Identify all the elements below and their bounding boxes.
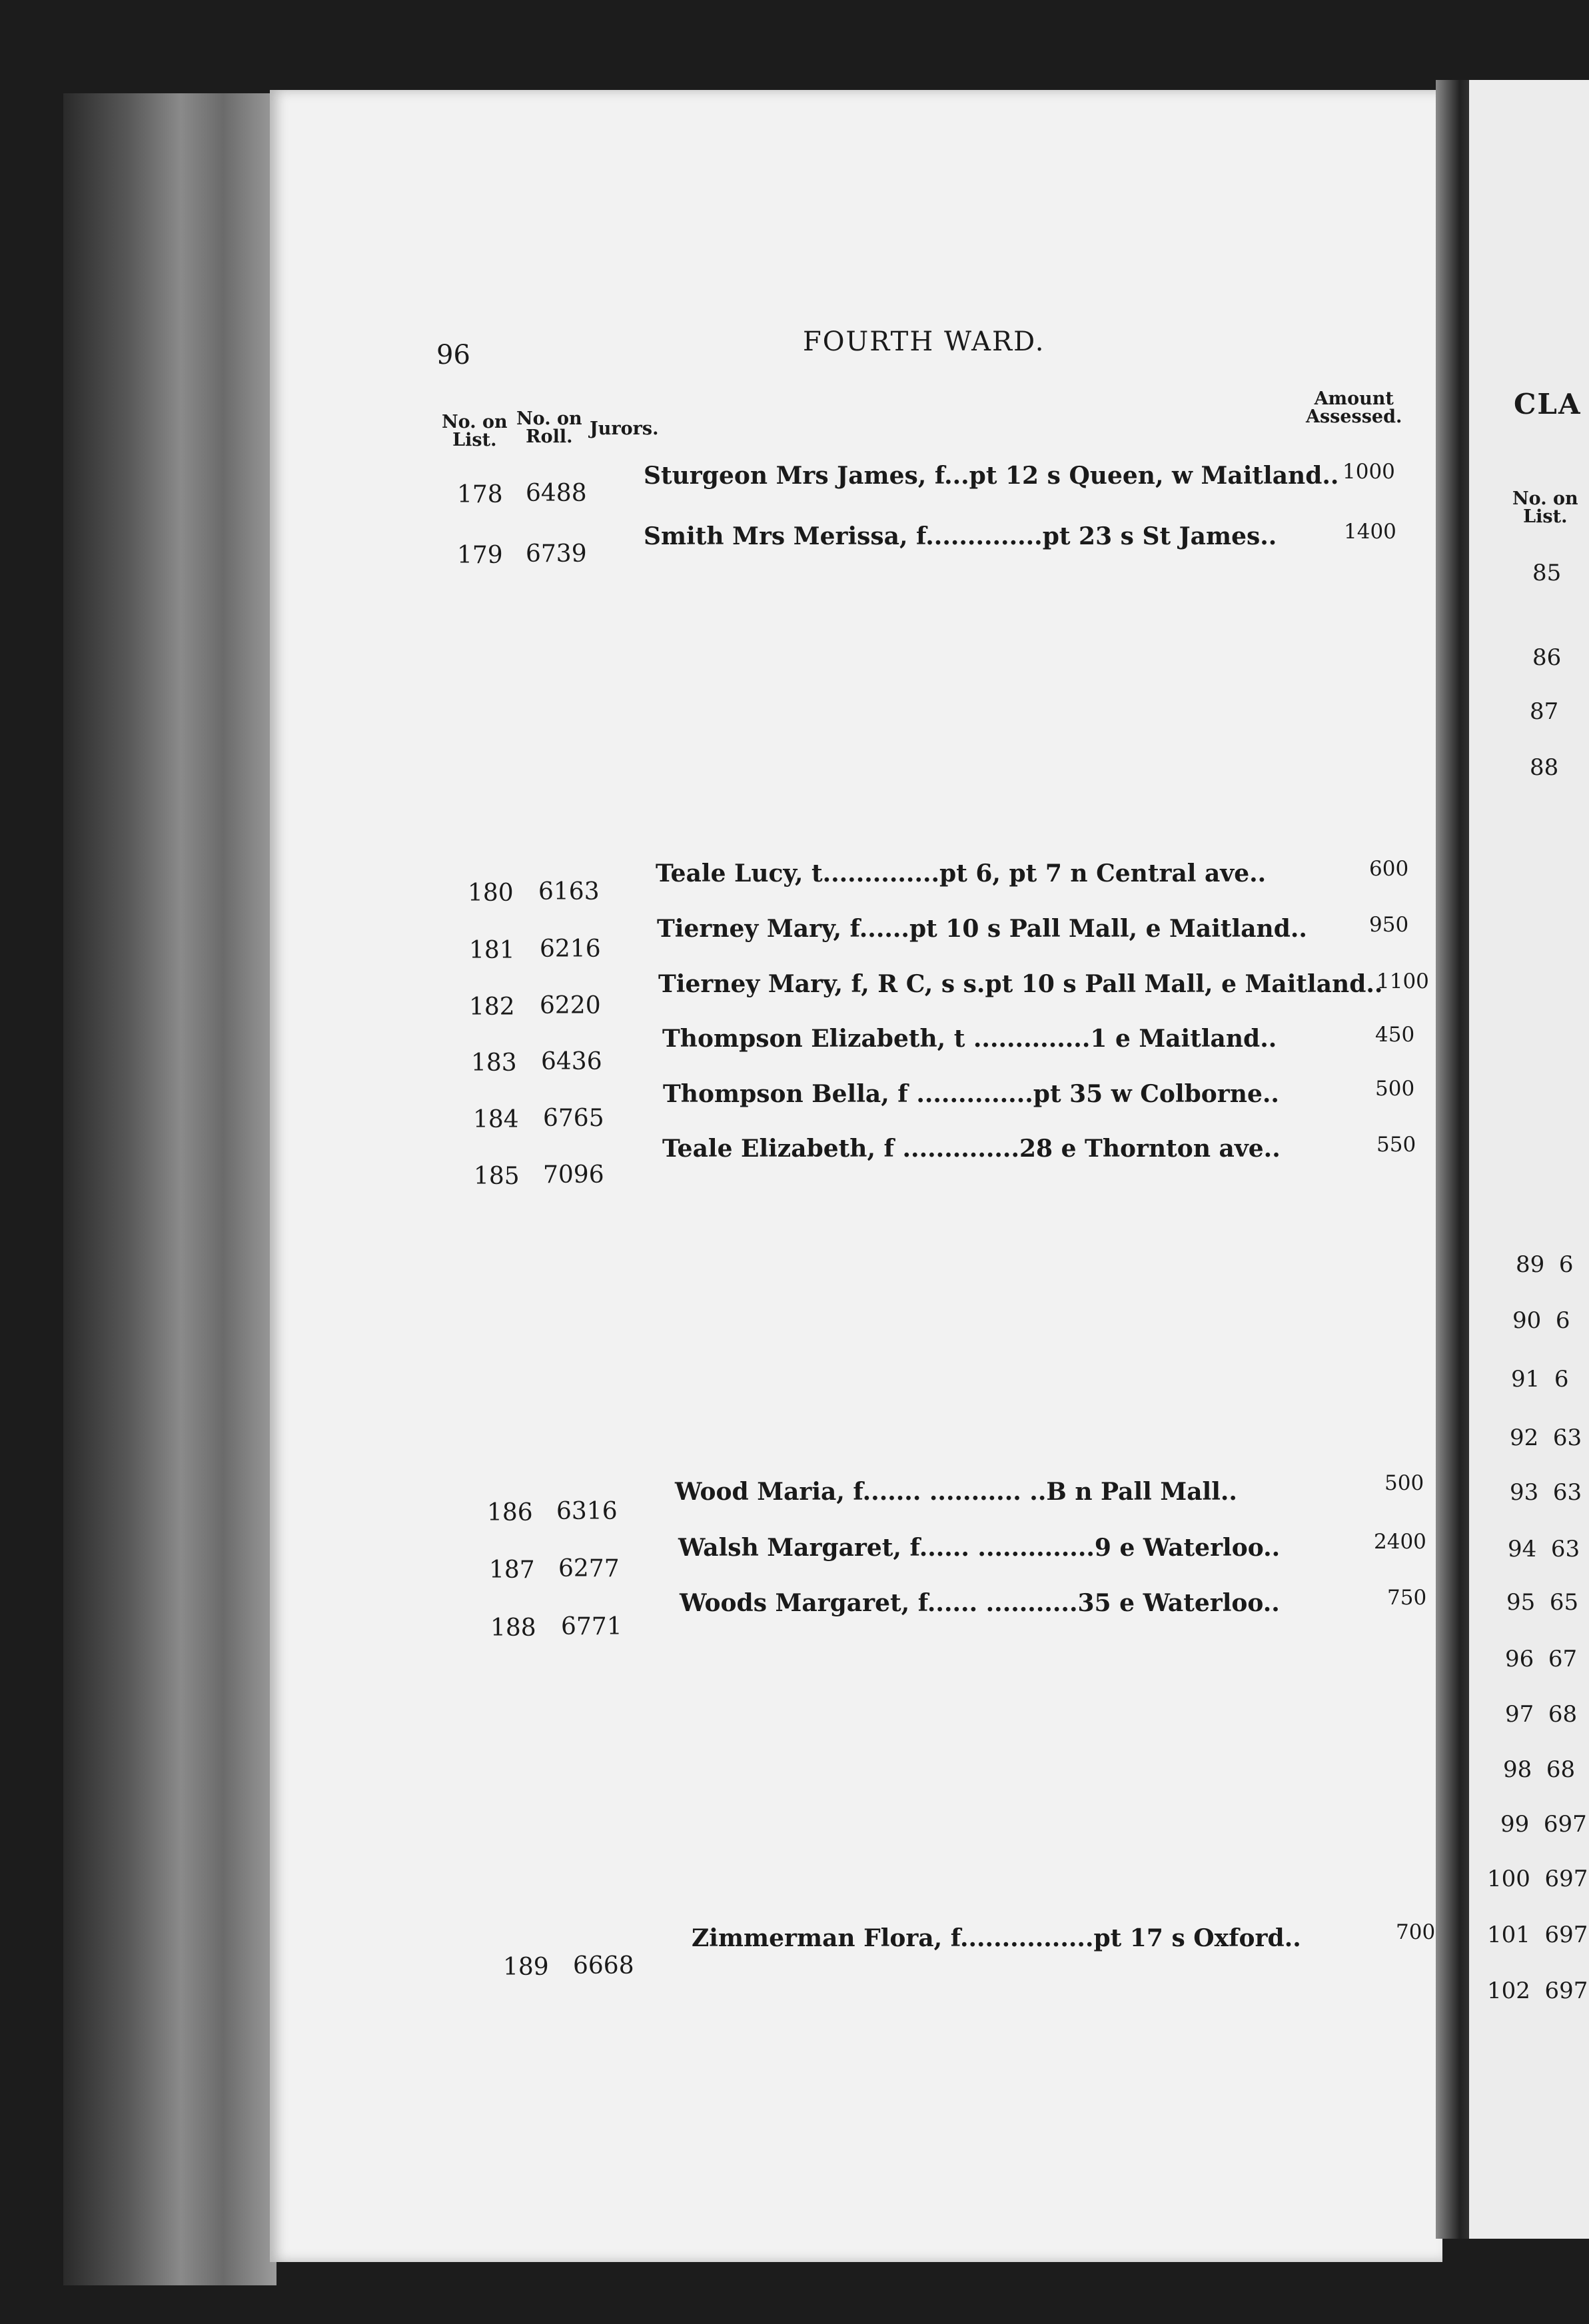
next-list-row: 95 65 [1506, 1589, 1579, 1616]
amount-assessed: 500 [1384, 1471, 1424, 1495]
amount-assessed: 1100 [1376, 969, 1429, 993]
roll-number: 6739 [526, 540, 587, 568]
juror-entry: Wood Maria, f....... ........... ..B n Pall Mall.. [675, 1478, 1237, 1506]
juror-entry: Sturgeon Mrs James, f...pt 12 s Queen, w Maitland.. [644, 462, 1339, 490]
roll-number: 6668 [573, 1952, 634, 1980]
next-list-row: 98 68 [1503, 1756, 1576, 1783]
list-number: 180 [468, 879, 514, 907]
header-list-no: No. on List. [442, 412, 508, 450]
next-list-row: 90 6 [1512, 1307, 1570, 1334]
list-number: 182 [469, 993, 515, 1021]
amount-assessed: 1000 [1342, 460, 1395, 484]
roll-number: 6488 [526, 480, 587, 507]
amount-assessed: 950 [1369, 913, 1409, 937]
amount-assessed: 750 [1387, 1586, 1427, 1610]
next-list-number: 87 [1530, 698, 1559, 725]
amount-assessed: 550 [1376, 1133, 1416, 1157]
juror-entry: Tierney Mary, f......pt 10 s Pall Mall, e Maitland.. [657, 915, 1307, 943]
roll-number: 6220 [540, 992, 601, 1019]
header-jurors: Jurors. [590, 418, 659, 439]
list-number: 185 [474, 1163, 520, 1190]
next-list-row: 96 67 [1505, 1646, 1578, 1672]
roll-number: 6277 [558, 1555, 620, 1582]
amount-assessed: 2400 [1374, 1530, 1426, 1554]
next-list-row: 89 6 [1516, 1251, 1574, 1278]
next-list-number: 88 [1530, 754, 1559, 781]
amount-assessed: 600 [1369, 857, 1409, 881]
book-page-edges [63, 93, 276, 2285]
list-number: 179 [457, 542, 503, 569]
roll-number: 7096 [543, 1161, 604, 1189]
list-number: 184 [473, 1106, 519, 1133]
juror-entry: Teale Lucy, t..............pt 6, pt 7 n Central ave.. [656, 860, 1267, 887]
roll-number: 6771 [561, 1613, 622, 1640]
juror-entry: Thompson Bella, f ..............pt 35 w Colborne.. [663, 1080, 1279, 1108]
list-number: 186 [487, 1499, 533, 1526]
next-page-header: No. on List. [1512, 488, 1578, 527]
next-list-row: 97 68 [1505, 1701, 1578, 1728]
roll-number: 6436 [541, 1048, 602, 1075]
amount-assessed: 500 [1375, 1077, 1415, 1101]
header-roll-no: No. on Roll. [516, 408, 582, 447]
next-list-row: 101 697 [1487, 1922, 1588, 1948]
juror-entry: Woods Margaret, f...... ...........35 e Waterloo.. [680, 1589, 1280, 1617]
next-list-row: 93 63 [1510, 1479, 1582, 1506]
next-page-title: CLA [1514, 388, 1582, 420]
list-number: 183 [471, 1049, 517, 1077]
roll-number: 6216 [540, 935, 601, 963]
header-amount: Amount Assessed. [1306, 388, 1402, 427]
juror-entry: Teale Elizabeth, f ..............28 e Thornton ave.. [662, 1135, 1281, 1163]
next-list-row: 99 697 [1500, 1811, 1587, 1838]
roll-number: 6163 [538, 878, 600, 905]
list-number: 187 [489, 1556, 535, 1584]
juror-entry: Walsh Margaret, f...... ..............9 e Waterloo.. [678, 1534, 1281, 1562]
next-list-row: 92 63 [1510, 1425, 1582, 1451]
juror-entry: Zimmerman Flora, f................pt 17 s Oxford.. [692, 1924, 1301, 1952]
roll-number: 6765 [543, 1105, 604, 1132]
juror-entry: Thompson Elizabeth, t ..............1 e Maitland.. [662, 1025, 1277, 1053]
next-list-number: 86 [1532, 644, 1562, 671]
list-number: 178 [457, 481, 503, 508]
next-list-number: 85 [1532, 560, 1562, 586]
roll-number: 6316 [556, 1498, 618, 1525]
juror-entry: Smith Mrs Merissa, f..............pt 23 s St James.. [644, 522, 1277, 550]
next-list-row: 94 63 [1508, 1536, 1580, 1562]
next-list-row: 91 6 [1511, 1366, 1569, 1393]
amount-assessed: 450 [1375, 1023, 1415, 1047]
page-title: FOURTH WARD. [803, 326, 1045, 357]
juror-entry: Tierney Mary, f, R C, s s.pt 10 s Pall Mall, e Maitland.. [658, 970, 1383, 998]
next-list-row: 102 697 [1487, 1978, 1588, 2004]
page-number: 96 [436, 340, 470, 370]
amount-assessed: 1400 [1344, 520, 1396, 544]
amount-assessed: 700 [1396, 1920, 1436, 1944]
list-number: 188 [490, 1614, 536, 1642]
next-list-row: 100 697 [1487, 1866, 1588, 1892]
list-number: 181 [469, 937, 515, 964]
list-number: 189 [503, 1954, 549, 1981]
